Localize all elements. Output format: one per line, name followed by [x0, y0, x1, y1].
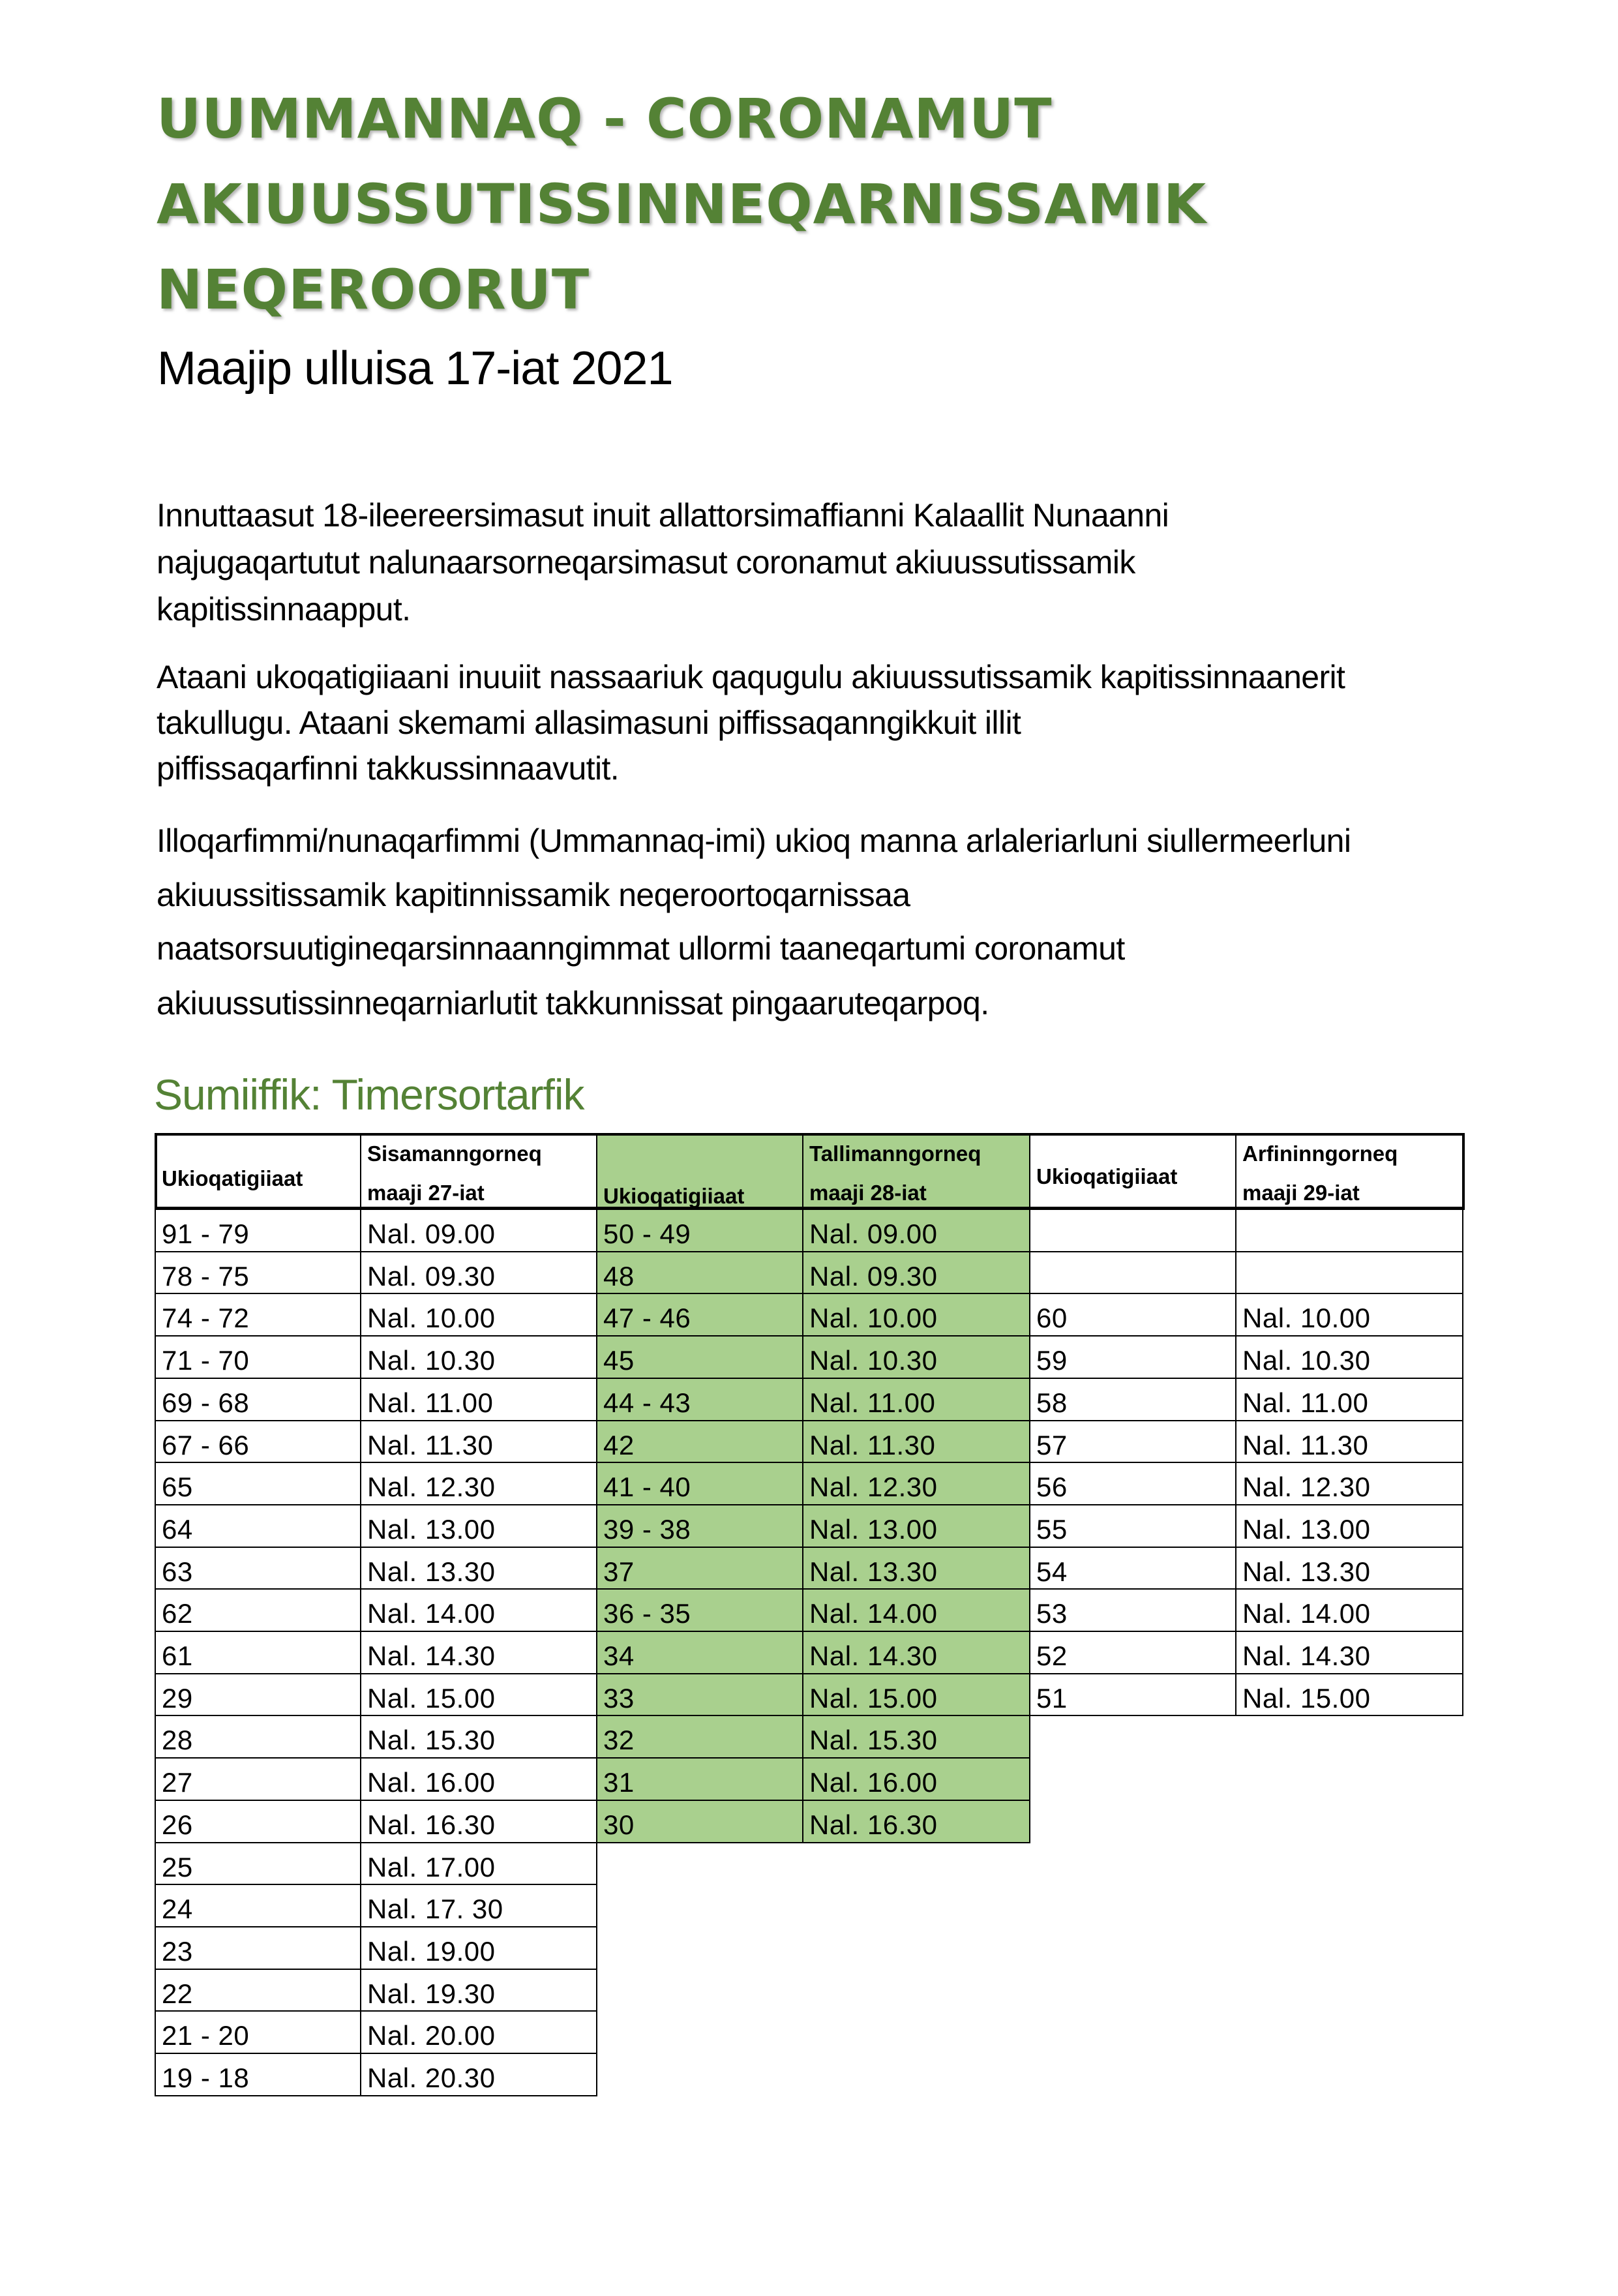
document-date: Maajip ulluisa 17-iat 2021 — [157, 342, 673, 395]
time-slot-cell — [1235, 1462, 1463, 1505]
time-slot-cell — [360, 1926, 597, 1970]
time-slot-cell — [802, 1673, 1030, 1716]
age-group-value: 63 — [162, 1556, 193, 1587]
age-group-cell — [596, 1757, 803, 1801]
time-slot-value: Nal. 11.00 — [367, 1387, 494, 1418]
age-group-value: 53 — [1036, 1598, 1068, 1629]
paragraph-1-line-2: najugaqartutut nalunaarsorneqarsimasut coronamut akiuussutissamik — [157, 544, 1135, 581]
time-slot-value: Nal. 10.00 — [809, 1303, 938, 1333]
time-slot-cell — [360, 1293, 597, 1337]
age-group-value: 47 - 46 — [603, 1303, 691, 1333]
age-group-cell — [1029, 1631, 1236, 1674]
time-slot-value: Nal. 14.00 — [809, 1598, 938, 1629]
time-slot-value: Nal. 09.00 — [809, 1218, 938, 1249]
paragraph-2-line-3: piffissaqarfinni takkussinnaavutit. — [157, 750, 620, 787]
age-group-cell — [155, 1420, 361, 1463]
time-slot-value: Nal. 20.00 — [367, 2020, 496, 2051]
age-group-value: 54 — [1036, 1556, 1068, 1587]
time-slot-cell — [360, 1335, 597, 1379]
age-group-cell — [155, 1251, 361, 1294]
time-slot-cell — [802, 1800, 1030, 1843]
age-group-cell — [1029, 1547, 1236, 1590]
time-slot-cell — [1235, 1335, 1463, 1379]
age-group-cell — [596, 1335, 803, 1379]
age-group-cell — [155, 1335, 361, 1379]
age-group-cell — [155, 1547, 361, 1590]
header-day-name: Arfininngorneq — [1242, 1141, 1398, 1166]
header-day-name: Sisamanngorneq — [367, 1141, 542, 1166]
header-age-group-label: Ukioqatigiiaat — [603, 1184, 745, 1208]
time-slot-value: Nal. 13.30 — [367, 1556, 496, 1587]
age-group-cell — [155, 1293, 361, 1337]
title-line-1: UUMMANNAQ - CORONAMUT — [157, 87, 1053, 151]
age-group-cell — [596, 1673, 803, 1716]
time-slot-value: Nal. 10.30 — [809, 1345, 938, 1376]
age-group-value: 78 - 75 — [162, 1261, 250, 1292]
time-slot-cell — [802, 1715, 1030, 1759]
header-day — [802, 1133, 1030, 1210]
time-slot-cell — [802, 1757, 1030, 1801]
time-slot-cell — [1235, 1209, 1463, 1252]
age-group-value: 50 - 49 — [603, 1218, 691, 1249]
time-slot-cell — [1235, 1420, 1463, 1463]
header-age-group — [596, 1133, 803, 1210]
time-slot-value: Nal. 14.00 — [367, 1598, 496, 1629]
age-group-cell — [1029, 1462, 1236, 1505]
time-slot-cell — [360, 1504, 597, 1548]
time-slot-value: Nal. 12.30 — [367, 1472, 496, 1502]
time-slot-value: Nal. 16.30 — [809, 1809, 938, 1840]
age-group-value: 34 — [603, 1640, 635, 1671]
time-slot-value: Nal. 15.30 — [809, 1725, 938, 1755]
age-group-value: 39 - 38 — [603, 1514, 691, 1545]
age-group-cell — [1029, 1209, 1236, 1252]
age-group-cell — [155, 1884, 361, 1927]
age-group-value: 65 — [162, 1472, 193, 1502]
time-slot-cell — [802, 1209, 1030, 1252]
age-group-value: 31 — [603, 1767, 635, 1798]
age-group-value: 26 — [162, 1809, 193, 1840]
header-age-group-label: Ukioqatigiiaat — [162, 1166, 303, 1190]
time-slot-cell — [360, 1462, 597, 1505]
time-slot-value: Nal. 17. 30 — [367, 1894, 503, 1924]
age-group-value: 64 — [162, 1514, 193, 1545]
time-slot-value: Nal. 13.30 — [1242, 1556, 1371, 1587]
time-slot-value: Nal. 11.30 — [1242, 1430, 1369, 1460]
age-group-value: 69 - 68 — [162, 1387, 250, 1418]
header-day-date: maaji 27-iat — [367, 1181, 485, 1205]
age-group-cell — [596, 1800, 803, 1843]
time-slot-cell — [360, 1884, 597, 1927]
paragraph-1-line-3: kapitissinnaapput. — [157, 591, 411, 627]
time-slot-cell — [360, 1251, 597, 1294]
time-slot-value: Nal. 10.30 — [367, 1345, 496, 1376]
time-slot-value: Nal. 15.00 — [367, 1683, 496, 1714]
age-group-value: 36 - 35 — [603, 1598, 691, 1629]
age-group-value: 19 - 18 — [162, 2062, 250, 2093]
time-slot-value: Nal. 14.30 — [367, 1640, 496, 1671]
time-slot-cell — [360, 1547, 597, 1590]
age-group-cell — [155, 1631, 361, 1674]
title-line-2: AKIUUSSUTISSINNEQARNISSAMIK — [157, 172, 1207, 236]
age-group-cell — [155, 1757, 361, 1801]
time-slot-cell — [360, 1969, 597, 2012]
age-group-value: 24 — [162, 1894, 193, 1924]
time-slot-value: Nal. 10.30 — [1242, 1345, 1371, 1376]
location-heading: Sumiiffik: Timersortarfik — [154, 1070, 584, 1119]
age-group-cell — [1029, 1378, 1236, 1421]
header-day-date: maaji 28-iat — [809, 1181, 927, 1205]
age-group-cell — [1029, 1588, 1236, 1632]
time-slot-cell — [1235, 1631, 1463, 1674]
time-slot-cell — [802, 1588, 1030, 1632]
time-slot-cell — [1235, 1547, 1463, 1590]
age-group-value: 48 — [603, 1261, 635, 1292]
age-group-value: 59 — [1036, 1345, 1068, 1376]
age-group-cell — [596, 1631, 803, 1674]
time-slot-cell — [1235, 1673, 1463, 1716]
age-group-value: 22 — [162, 1978, 193, 2009]
age-group-value: 67 - 66 — [162, 1430, 250, 1460]
paragraph-3-line-1: Illoqarfimmi/nunaqarfimmi (Ummannaq-imi) ukioq manna arlaleriarluni siullermeerluni — [157, 823, 1351, 859]
age-group-value: 52 — [1036, 1640, 1068, 1671]
time-slot-value: Nal. 16.00 — [809, 1767, 938, 1798]
time-slot-value: Nal. 12.30 — [809, 1472, 938, 1502]
time-slot-cell — [802, 1420, 1030, 1463]
age-group-cell — [155, 2053, 361, 2096]
header-age-group — [155, 1133, 361, 1210]
age-group-cell — [596, 1293, 803, 1337]
time-slot-value: Nal. 19.30 — [367, 1978, 496, 2009]
time-slot-value: Nal. 09.00 — [367, 1218, 496, 1249]
time-slot-value: Nal. 10.00 — [367, 1303, 496, 1333]
age-group-value: 28 — [162, 1725, 193, 1755]
time-slot-cell — [802, 1335, 1030, 1379]
age-group-cell — [596, 1588, 803, 1632]
age-group-cell — [1029, 1420, 1236, 1463]
paragraph-2-line-2: takullugu. Ataani skemami allasimasuni piffissaqanngikkuit illit — [157, 704, 1021, 741]
age-group-value: 27 — [162, 1767, 193, 1798]
age-group-value: 37 — [603, 1556, 635, 1587]
age-group-value: 41 - 40 — [603, 1472, 691, 1502]
time-slot-cell — [802, 1547, 1030, 1590]
age-group-value: 30 — [603, 1809, 635, 1840]
time-slot-value: Nal. 12.30 — [1242, 1472, 1371, 1502]
age-group-value: 56 — [1036, 1472, 1068, 1502]
age-group-value: 55 — [1036, 1514, 1068, 1545]
age-group-cell — [155, 1673, 361, 1716]
age-group-value: 71 - 70 — [162, 1345, 250, 1376]
age-group-cell — [596, 1715, 803, 1759]
header-age-group — [1029, 1133, 1236, 1210]
age-group-cell — [155, 1209, 361, 1252]
age-group-cell — [155, 1800, 361, 1843]
age-group-cell — [155, 1588, 361, 1632]
age-group-value: 57 — [1036, 1430, 1068, 1460]
age-group-cell — [155, 1842, 361, 1885]
age-group-cell — [596, 1378, 803, 1421]
age-group-cell — [596, 1504, 803, 1548]
time-slot-value: Nal. 09.30 — [809, 1261, 938, 1292]
age-group-value: 91 - 79 — [162, 1218, 250, 1249]
time-slot-cell — [1235, 1588, 1463, 1632]
time-slot-cell — [360, 2053, 597, 2096]
time-slot-cell — [360, 2010, 597, 2054]
age-group-value: 74 - 72 — [162, 1303, 250, 1333]
time-slot-cell — [802, 1251, 1030, 1294]
time-slot-cell — [360, 1842, 597, 1885]
age-group-cell — [1029, 1673, 1236, 1716]
time-slot-cell — [360, 1378, 597, 1421]
header-day — [360, 1133, 597, 1210]
time-slot-value: Nal. 11.30 — [809, 1430, 936, 1460]
time-slot-cell — [360, 1673, 597, 1716]
paragraph-3-line-3: naatsorsuutigineqarsinnaanngimmat ullormi taaneqartumi coronamut — [157, 930, 1125, 967]
time-slot-value: Nal. 16.00 — [367, 1767, 496, 1798]
time-slot-cell — [360, 1631, 597, 1674]
age-group-value: 60 — [1036, 1303, 1068, 1333]
age-group-value: 45 — [603, 1345, 635, 1376]
title-line-3: NEQEROORUT — [157, 258, 590, 322]
time-slot-value: Nal. 13.30 — [809, 1556, 938, 1587]
age-group-value: 42 — [603, 1430, 635, 1460]
age-group-value: 61 — [162, 1640, 193, 1671]
time-slot-value: Nal. 11.00 — [1242, 1387, 1369, 1418]
time-slot-value: Nal. 13.00 — [809, 1514, 938, 1545]
age-group-value: 25 — [162, 1852, 193, 1882]
paragraph-3-line-4: akiuussutissinneqarniarlutit takkunnissat pingaaruteqarpoq. — [157, 985, 989, 1021]
time-slot-value: Nal. 13.00 — [1242, 1514, 1371, 1545]
header-day-date: maaji 29-iat — [1242, 1181, 1360, 1205]
header-day — [1235, 1133, 1463, 1210]
time-slot-cell — [802, 1631, 1030, 1674]
time-slot-value: Nal. 09.30 — [367, 1261, 496, 1292]
age-group-cell — [155, 1715, 361, 1759]
time-slot-value: Nal. 15.00 — [809, 1683, 938, 1714]
age-group-value: 33 — [603, 1683, 635, 1714]
time-slot-cell — [360, 1209, 597, 1252]
time-slot-cell — [802, 1378, 1030, 1421]
age-group-cell — [155, 1462, 361, 1505]
age-group-value: 44 - 43 — [603, 1387, 691, 1418]
age-group-cell — [1029, 1251, 1236, 1294]
time-slot-cell — [360, 1715, 597, 1759]
time-slot-cell — [1235, 1504, 1463, 1548]
age-group-cell — [596, 1251, 803, 1294]
time-slot-value: Nal. 11.00 — [809, 1387, 936, 1418]
time-slot-value: Nal. 14.30 — [809, 1640, 938, 1671]
time-slot-cell — [802, 1504, 1030, 1548]
age-group-cell — [1029, 1293, 1236, 1337]
time-slot-cell — [802, 1293, 1030, 1337]
time-slot-value: Nal. 15.30 — [367, 1725, 496, 1755]
age-group-cell — [596, 1462, 803, 1505]
paragraph-2-line-1: Ataani ukoqatigiiaani inuuiit nassaariuk qaqugulu akiuussutissamik kapitissinnaanerit — [157, 659, 1345, 695]
time-slot-value: Nal. 14.30 — [1242, 1640, 1371, 1671]
time-slot-value: Nal. 10.00 — [1242, 1303, 1371, 1333]
time-slot-value: Nal. 15.00 — [1242, 1683, 1371, 1714]
age-group-cell — [155, 1969, 361, 2012]
time-slot-value: Nal. 20.30 — [367, 2062, 496, 2093]
age-group-cell — [1029, 1504, 1236, 1548]
age-group-value: 51 — [1036, 1683, 1068, 1714]
header-age-group-label: Ukioqatigiiaat — [1036, 1164, 1178, 1188]
time-slot-cell — [802, 1462, 1030, 1505]
age-group-cell — [155, 1504, 361, 1548]
age-group-value: 32 — [603, 1725, 635, 1755]
time-slot-value: Nal. 13.00 — [367, 1514, 496, 1545]
paragraph-3-line-2: akiuussitissamik kapitinnissamik neqeroortoqarnissaa — [157, 877, 910, 913]
age-group-value: 29 — [162, 1683, 193, 1714]
age-group-cell — [155, 1378, 361, 1421]
age-group-cell — [155, 1926, 361, 1970]
time-slot-cell — [360, 1420, 597, 1463]
time-slot-cell — [1235, 1293, 1463, 1337]
paragraph-1-line-1: Innuttaasut 18-ileereersimasut inuit allattorsimaffianni Kalaallit Nunaanni — [157, 497, 1169, 534]
age-group-cell — [1029, 1335, 1236, 1379]
time-slot-cell — [360, 1757, 597, 1801]
age-group-cell — [155, 2010, 361, 2054]
age-group-value: 21 - 20 — [162, 2020, 250, 2051]
age-group-value: 62 — [162, 1598, 193, 1629]
header-day-name: Tallimanngorneq — [809, 1141, 981, 1166]
age-group-value: 23 — [162, 1936, 193, 1967]
age-group-cell — [596, 1209, 803, 1252]
time-slot-value: Nal. 19.00 — [367, 1936, 496, 1967]
time-slot-value: Nal. 16.30 — [367, 1809, 496, 1840]
time-slot-value: Nal. 14.00 — [1242, 1598, 1371, 1629]
time-slot-value: Nal. 11.30 — [367, 1430, 494, 1460]
time-slot-cell — [1235, 1378, 1463, 1421]
time-slot-cell — [360, 1800, 597, 1843]
age-group-cell — [596, 1547, 803, 1590]
time-slot-cell — [360, 1588, 597, 1632]
age-group-cell — [596, 1420, 803, 1463]
time-slot-value: Nal. 17.00 — [367, 1852, 496, 1882]
age-group-value: 58 — [1036, 1387, 1068, 1418]
time-slot-cell — [1235, 1251, 1463, 1294]
